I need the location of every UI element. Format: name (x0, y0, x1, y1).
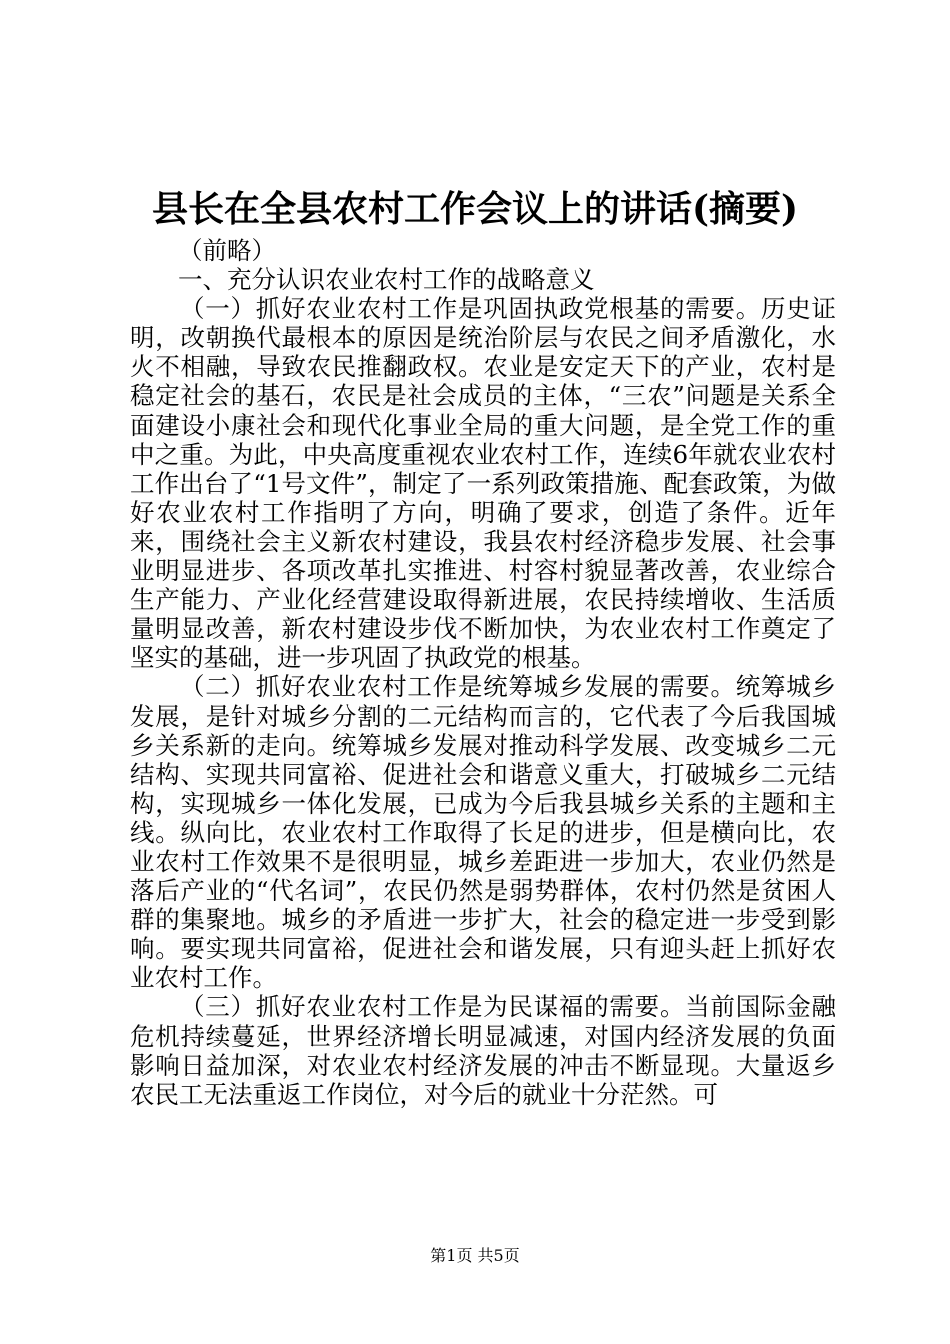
page-footer: 第1页 共5页 (430, 1246, 520, 1265)
document-title: 县长在全县农村工作会议上的讲话(摘要) (151, 188, 799, 230)
paragraph-3: （三）抓好农业农村工作是为民谋福的需要。当前国际金融危机持续蔓延，世界经济增长明显减速，对国内经济发展的负面影响日益加深，对农业农村经济发展的冲击不断显现。大量返乡农民工无法重返工作岗位，对今后的就业十分茫然。可 (130, 992, 836, 1109)
document-body (130, 236, 836, 1109)
paragraph-2: （二）抓好农业农村工作是统筹城乡发展的需要。统筹城乡发展，是针对城乡分割的二元结构而言的，它代表了今后我国城乡关系新的走向。统筹城乡发展对推动科学发展、改变城乡二元结构、实现共同富裕、促进社会和谐意义重大，打破城乡二元结构，实现城乡一体化发展，已成为今后我县城乡关系的主题和主线。纵向比，农业农村工作取得了长足的进步，但是横向比，农业农村工作效果不是很明显，城乡差距进一步加大，农业仍然是落后产业的“代名词”，农民仍然是弱势群体，农村仍然是贫困人群的集聚地。城乡的矛盾进一步扩大，社会的稳定进一步受到影响。要实现共同富裕，促进社会和谐发展，只有迎头赶上抓好农业农村工作。 (130, 672, 836, 993)
section-heading: 一、充分认识农业农村工作的战略意义 (178, 265, 595, 295)
preface-text: （前略） (178, 236, 276, 265)
paragraph-1: （一）抓好农业农村工作是巩固执政党根基的需要。历史证明，改朝换代最根本的原因是统治阶层与农民之间矛盾激化，水火不相融，导致农民推翻政权。农业是安定天下的产业，农村是稳定社会的基石，农民是社会成员的主体，“三农”问题是关系全面建设小康社会和现代化事业全局的重大问题，是全党工作的重中之重。为此，中央高度重视农业农村工作，连续6年就农业农村工作出台了“1号文件”，制定了一系列政策措施、配套政策，为做好农业农村工作指明了方向，明确了要求，创造了条件。近年来，围绕社会主义新农村建设，我县农村经济稳步发展、社会事业明显进步、各项改革扎实推进、村容村貌显著改善，农业综合生产能力、产业化经营建设取得新进展，农民持续增收、生活质量明显改善，新农村建设步伐不断加快，为农业农村工作奠定了坚实的基础，进一步巩固了执政党的根基。 (130, 294, 836, 673)
